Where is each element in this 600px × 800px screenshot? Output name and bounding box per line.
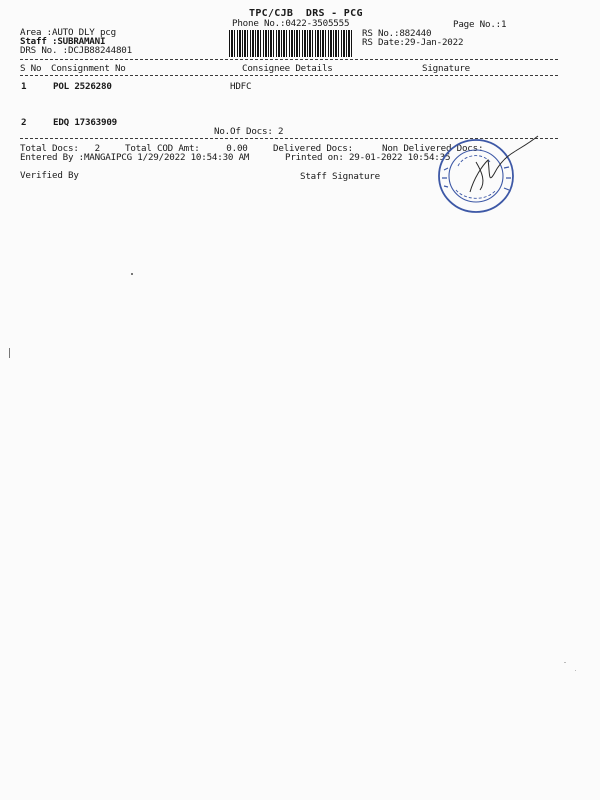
divider	[20, 75, 558, 76]
rs-number: RS No.:882440	[362, 28, 432, 39]
total-cod-amount: Total COD Amt: 0.00	[125, 143, 248, 154]
printed-on: Printed on: 29-01-2022 10:54:35	[285, 152, 451, 163]
phone-number: Phone No.:0422-3505555	[232, 18, 350, 29]
no-of-docs: No.Of Docs: 2	[214, 126, 284, 137]
staff-label: Staff :SUBRAMANI	[20, 36, 106, 47]
office-stamp	[430, 132, 540, 216]
verified-by: Verified By	[20, 170, 79, 181]
col-sno: S No	[20, 63, 42, 74]
row-1-sno: 1	[21, 81, 27, 92]
drs-number: DRS No. :DCJB88244801	[20, 45, 132, 56]
scan-speck	[575, 670, 576, 671]
scan-speck	[131, 273, 133, 275]
row-1-consignee: HDFC	[230, 81, 252, 92]
divider	[20, 59, 558, 60]
row-1-consignment: POL 2526280	[53, 81, 112, 92]
entered-by: Entered By :MANGAIPCG 1/29/2022 10:54:30 AM	[20, 152, 250, 163]
area-label: Area :AUTO DLY pcg	[20, 27, 116, 38]
total-docs: Total Docs: 2	[20, 143, 100, 154]
row-2-sno: 2	[21, 117, 27, 128]
col-consignment: Consignment No	[51, 63, 126, 74]
document-title: TPC/CJB DRS - PCG	[249, 8, 363, 19]
staff-signature: Staff Signature	[300, 171, 380, 182]
scan-speck	[564, 662, 566, 663]
page-number: Page No.:1	[453, 19, 507, 30]
col-consignee: Consignee Details	[242, 63, 333, 74]
non-delivered-docs: Non Delivered Docs:	[382, 143, 484, 154]
scan-speck	[9, 348, 10, 358]
row-2-consignment: EDQ 17363909	[53, 117, 117, 128]
delivered-docs: Delivered Docs:	[273, 143, 353, 154]
rs-date: RS Date:29-Jan-2022	[362, 37, 464, 48]
barcode	[229, 30, 353, 57]
col-signature: Signature	[422, 63, 470, 74]
